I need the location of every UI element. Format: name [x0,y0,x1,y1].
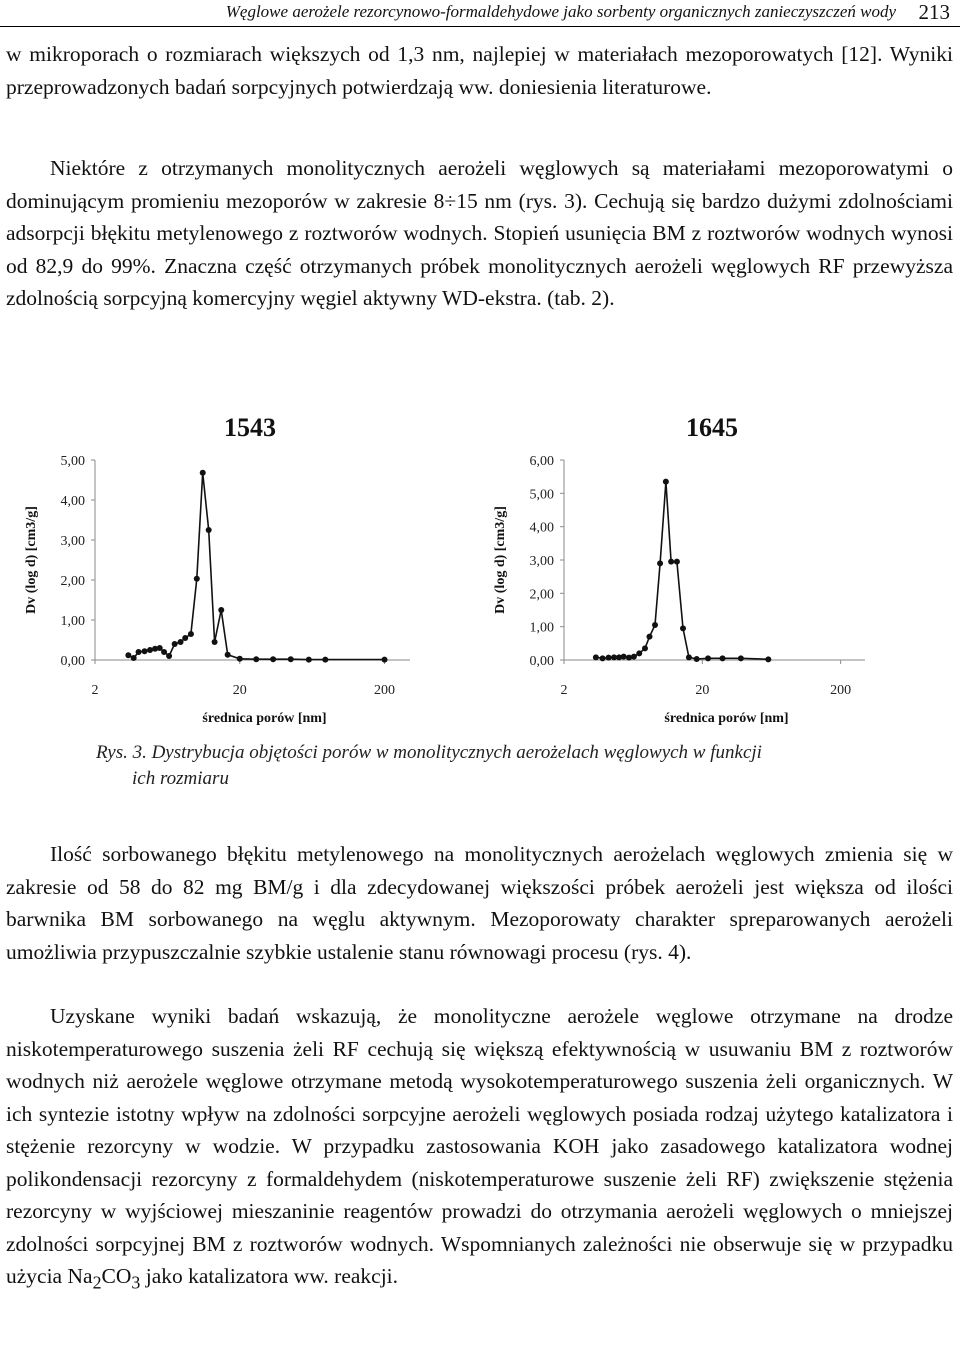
series-line [128,473,384,660]
figure-caption-line-1: Rys. 3. Dystrybucja objętości porów w monolitycznych aerożelach węglowych w funkcji [96,742,762,763]
data-point [322,657,328,663]
data-point [178,639,184,645]
y-tick-label: 0,00 [529,654,554,669]
data-point [166,653,172,659]
data-point [306,657,312,663]
paragraph-4-text: Uzyskane wyniki badań wskazują, że monolityczne aerożele węglowe otrzymane na drodze niskotemperaturowego suszenia żeli RF cechują się większą efektywnością w usuwaniu BM z roztworów wodnych niż aerożele węglowe otrzymane metodą wysokotemperaturowego suszenia żeli organicznych. W ich syntezie istotny wpływ na zdolności sorpcyjne aerożeli węglowych posiada rodzaj użytego katalizatora i stężenie rezorcyny w wodzie. W przypadku zastosowania KOH jako zasadowego katalizatora wodnej polikondensacji rezorcyny z formaldehydem (niskotemperaturowe suszenie żeli RF) zwiększenie stężenia rezorcyny w wyjściowej mieszaninie reagentów prowadzi do otrzymania aerożeli węglowych o mniejszej zdolności sorpcyjnej BM z roztworów wodnych. Wspomnianych zależności nie obserwuje się w przypadku użycia [6,1004,953,1288]
data-point [270,656,276,662]
paragraph-3 [6,838,953,968]
data-point [382,657,388,663]
data-point [680,625,686,631]
data-point [668,559,674,565]
x-tick-label: 2 [91,683,99,698]
data-point [686,654,692,660]
data-point [125,652,131,658]
y-tick-label: 1,00 [529,620,554,636]
paragraph-1: w mikroporach o rozmiarach większych od 1,3 nm, najlepiej w materiałach mezoporowatych [12]. Wyniki przeprowadzonych badań sorpcyjnych potwierdzają ww. doniesienia literaturowe. [6,42,953,99]
data-point [765,656,771,662]
x-axis-label: średnica porów [nm] [664,711,789,726]
data-point [657,560,663,566]
chart-1645 [480,400,960,735]
y-tick-label: 6,00 [529,454,554,469]
figure-caption [96,740,916,792]
data-point [652,622,658,628]
paragraph-4-end: jako katalizatora ww. reakcji. [140,1264,399,1288]
x-tick-label: 20 [695,683,710,698]
data-point [136,649,142,655]
chart-title: 1645 [686,413,738,442]
data-point [720,655,726,661]
data-point [225,652,231,658]
y-tick-label: 3,00 [60,534,85,549]
data-point [621,654,627,660]
y-tick-label: 1,00 [60,614,85,629]
y-tick-label: 3,00 [529,554,554,569]
data-point [674,559,680,565]
chart-title: 1543 [224,413,276,442]
data-point [182,635,188,641]
data-point [200,470,206,476]
x-tick-label: 20 [232,683,247,698]
data-point [147,647,153,653]
x-tick-label: 200 [830,683,852,698]
data-point [237,656,243,662]
figure-caption-line-2: ich rozmiaru [132,768,229,789]
y-axis-label: Dv (log d) [cm3/g] [24,506,39,614]
data-point [172,641,178,647]
data-point [212,639,218,645]
series-line [596,482,768,660]
paragraph-3-text: Ilość sorbowanego błękitu metylenowego na monolitycznych aerożelach węglowych zmienia się w zakresie od 58 do 82 mg BM/g i dla zdecydowanej większości próbek aerożeli jest większa od ilości barwnika BM sorbowanego na węglu aktywnym. Mezoporowaty charakter spreparowanych aerożeli umożliwia przypuszczalnie szybkie ustalenie stanu równowagi procesu (rys. 4). [6,842,953,964]
data-point [288,656,294,662]
data-point [642,645,648,651]
paragraph-2 [6,152,953,315]
data-point [738,655,744,661]
data-point [606,655,612,661]
data-point [206,527,212,533]
y-tick-label: 4,00 [60,494,85,509]
data-point [161,649,167,655]
data-point [194,576,200,582]
x-tick-label: 2 [560,683,568,698]
y-axis-label: Dv (log d) [cm3/g] [493,506,508,614]
data-point [142,648,148,654]
data-point [253,656,259,662]
data-point [131,655,137,661]
chemical-formula: $Na_2CO_3$ [67,1264,141,1293]
y-tick-label: 0,00 [60,654,85,669]
data-point [631,654,637,660]
paragraph-2-text: Niektóre z otrzymanych monolitycznych aerożeli węglowych są materiałami mezoporowatymi o dominującym promieniu mezoporów w zakresie 8÷15 nm (rys. 3). Cechują się bardzo dużymi zdolnościami adsorpcji błękitu metylenowego z roztworów wodnych. Stopień usunięcia BM z roztworów wodnych wynosi od 82,9 do 99%. Znaczna część otrzymanych próbek monolitycznych aerożeli węglowych RF przewyższa zdolnością sorpcyjną komercyjny węgiel aktywny WD-ekstra. (tab. 2). [6,156,953,310]
chart-svg [0,400,480,735]
data-point [636,650,642,656]
x-axis-label: średnica porów [nm] [202,711,327,726]
data-point [218,607,224,613]
y-tick-label: 5,00 [60,454,85,469]
y-tick-label: 4,00 [529,520,554,536]
y-tick-label: 5,00 [529,487,554,503]
paragraph-4 [6,1000,953,1299]
data-point [705,655,711,661]
data-point [188,631,194,637]
data-point [600,655,606,661]
y-tick-label: 2,00 [60,574,85,589]
data-point [646,634,652,640]
running-title: Węglowe aerożele rezorcynowo-formaldehydowe jako sorbenty organicznych zanieczyszczeń wody [225,2,896,21]
x-tick-label: 200 [374,683,396,698]
chart-1543 [0,400,480,735]
running-header [0,0,960,27]
data-point [593,654,599,660]
chart-svg [480,400,960,735]
data-point [694,656,700,662]
data-point [663,479,669,485]
y-tick-label: 2,00 [529,587,554,603]
page-number: 213 [918,0,950,24]
